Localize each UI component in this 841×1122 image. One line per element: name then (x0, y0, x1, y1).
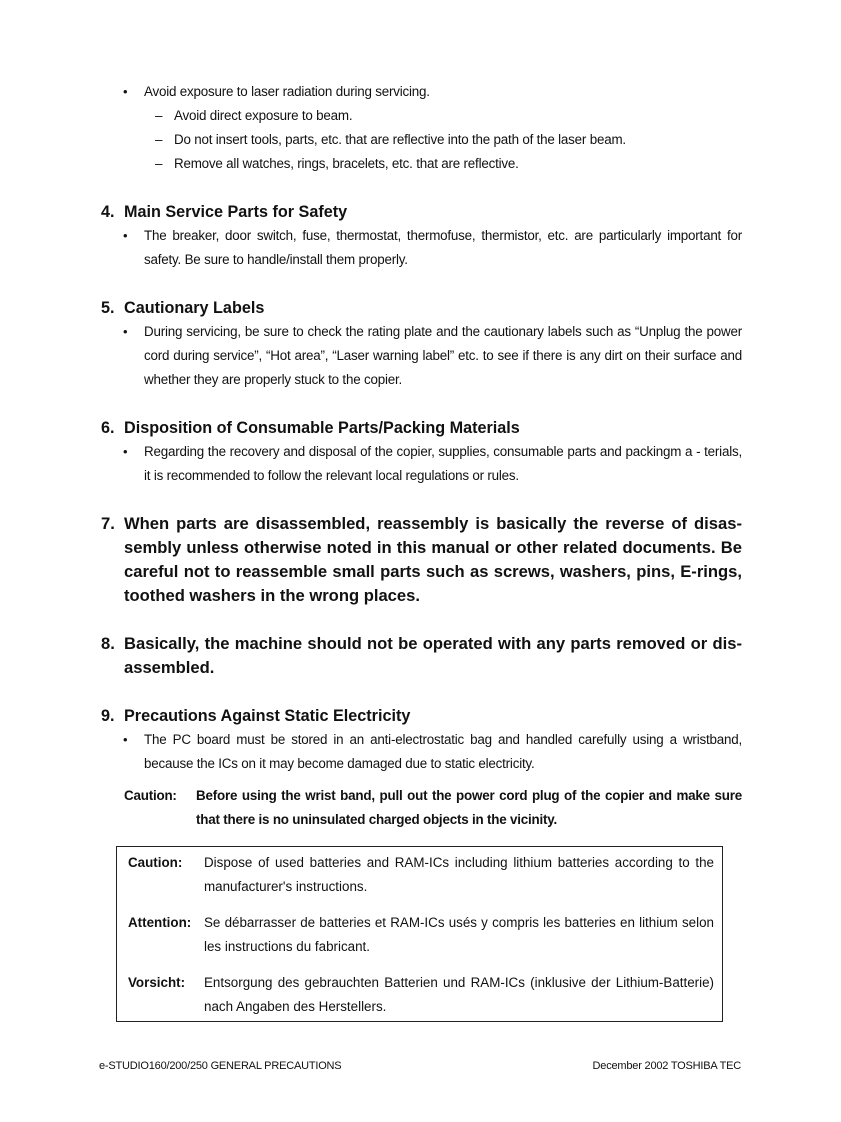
static-caution-text: Before using the wrist band, pull out the power cord plug of the copier and make sure that there is no uninsulated charged objects in the vicinity. (196, 788, 742, 827)
battery-warning-row-english (128, 851, 714, 899)
static-caution-label: Caution: (124, 788, 177, 803)
section-number: 7. (101, 514, 115, 533)
section-5-bullet-text: During servicing, be sure to check the rating plate and the cautionary labels such as “Unplug the power cord during service”, “Hot area”, “Laser warning label” etc. to see if there is any dirt on their surface and whether they are properly stuck to the copier. (144, 324, 742, 387)
dash-marker: – (155, 156, 163, 171)
section-number: 6. (101, 419, 115, 437)
section-7-text: When parts are disassembled, reassembly is basically the reverse of disas- sembly unless otherwise noted in this manual or other related documents. Be careful not to reassemble small parts such as screws, washers, pins, E-rings, toothed washers in the wrong places. (124, 514, 742, 605)
section-number: 9. (101, 707, 115, 725)
bullet-marker: • (123, 732, 128, 747)
laser-bullet-text: Avoid exposure to laser radiation during servicing. (144, 84, 430, 99)
section-4-heading (101, 202, 347, 222)
battery-warning-row-french (128, 911, 714, 959)
warning-label: Caution: (128, 855, 183, 870)
laser-subitem: Avoid direct exposure to beam. (174, 108, 353, 123)
section-5-heading (101, 298, 264, 318)
section-7-paragraph (101, 512, 742, 608)
section-9-heading (101, 706, 410, 726)
bullet-marker: • (123, 324, 128, 339)
section-6-heading (101, 418, 520, 438)
section-4-bullet-text: The breaker, door switch, fuse, thermostat, thermofuse, thermistor, etc. are particularly important for safety. Be sure to handle/install them properly. (144, 228, 742, 267)
section-title: Cautionary Labels (124, 299, 265, 317)
bullet-marker: • (123, 444, 128, 459)
section-number: 8. (101, 634, 115, 653)
bullet-marker: • (123, 228, 128, 243)
footer-right: December 2002 TOSHIBA TEC (592, 1060, 741, 1072)
section-title: Disposition of Consumable Parts/Packing Materials (124, 419, 520, 437)
warning-text: Dispose of used batteries and RAM-ICs including lithium batteries according to the manufacturer's instructions. (204, 855, 714, 894)
bullet-marker: • (123, 84, 128, 99)
section-title: Precautions Against Static Electricity (124, 707, 411, 725)
section-title: Main Service Parts for Safety (124, 203, 348, 221)
dash-marker: – (155, 132, 163, 147)
dash-marker: – (155, 108, 163, 123)
warning-label: Vorsicht: (128, 975, 186, 990)
section-8-text: Basically, the machine should not be operated with any parts removed or dis- assembled. (124, 634, 742, 677)
section-number: 5. (101, 299, 115, 317)
laser-subitem: Do not insert tools, parts, etc. that are reflective into the path of the laser beam. (174, 132, 626, 147)
warning-label: Attention: (128, 915, 192, 930)
battery-warning-box (116, 846, 723, 1022)
laser-subitem: Remove all watches, rings, bracelets, etc. that are reflective. (174, 156, 519, 171)
section-6-bullet-text: Regarding the recovery and disposal of the copier, supplies, consumable parts and packingm a - terials, it is recommended to follow the relevant local regulations or rules. (144, 444, 742, 483)
footer-left: e-STUDIO160/200/250 GENERAL PRECAUTIONS (99, 1060, 342, 1072)
warning-text: Se débarrasser de batteries et RAM-ICs usés y compris les batteries en lithium selon les instructions du fabricant. (204, 915, 714, 954)
warning-text: Entsorgung des gebrauchten Batterien und RAM-ICs (inklusive der Lithium-Batterie) nach Angaben des Herstellers. (204, 975, 714, 1014)
battery-warning-row-german (128, 971, 714, 1019)
section-number: 4. (101, 203, 115, 221)
section-8-paragraph (101, 632, 742, 680)
section-9-bullet-text: The PC board must be stored in an anti-electrostatic bag and handled carefully using a wristband, because the ICs on it may become damaged due to static electricity. (144, 732, 742, 771)
